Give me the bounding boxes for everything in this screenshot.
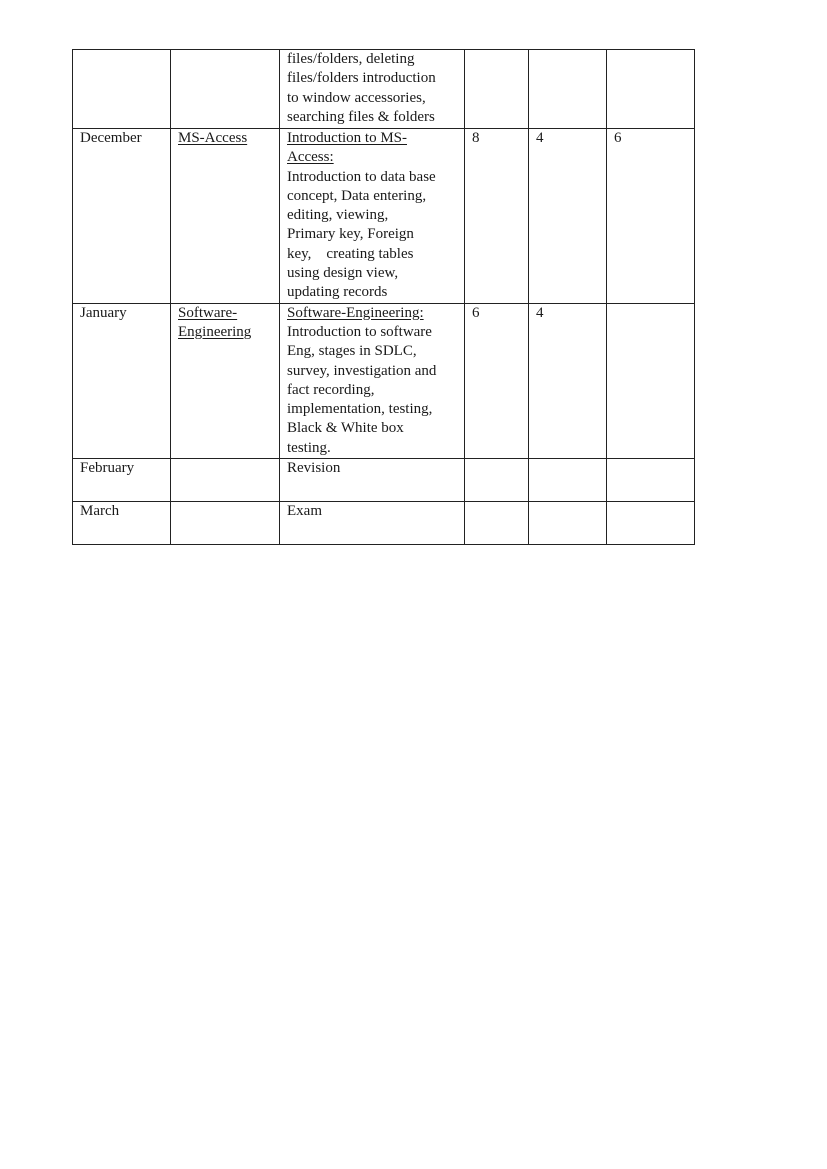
topic-heading: Introduction to MS- <box>287 130 407 146</box>
topic-heading: Access: <box>287 149 334 166</box>
month-cell <box>73 50 171 129</box>
count-cell: 6 <box>607 129 695 304</box>
subject-cell <box>171 459 280 502</box>
topic-line: updating records <box>287 284 388 301</box>
count-cell <box>465 459 529 502</box>
table-row <box>73 459 695 502</box>
count-cell: 4 <box>529 303 607 458</box>
topic-line: implementation, testing, <box>287 401 433 418</box>
subject-link: Software- <box>178 304 238 321</box>
topic-cell: Exam <box>280 502 465 545</box>
topic-line: Introduction to data base <box>287 168 436 185</box>
table-row <box>73 50 695 129</box>
table-row <box>73 303 695 458</box>
count-cell <box>607 459 695 502</box>
subject-link: MS-Access <box>178 130 248 146</box>
topic-line: files/folders, deleting <box>287 51 415 67</box>
count-cell <box>465 50 529 129</box>
topic-line: Black & White box <box>287 420 404 437</box>
syllabus-table <box>72 49 695 545</box>
topic-cell: Revision <box>280 459 465 502</box>
topic-heading: Software-Engineering: <box>287 304 424 321</box>
count-cell: 8 <box>465 129 529 304</box>
topic-line: survey, investigation and <box>287 362 437 379</box>
topic-line: searching files & folders <box>287 108 435 125</box>
topic-line: Eng, stages in SDLC, <box>287 343 417 360</box>
topic-line: Introduction to software <box>287 323 432 340</box>
month-cell: December <box>73 129 171 304</box>
subject-cell <box>171 50 280 129</box>
count-cell <box>465 502 529 545</box>
count-cell <box>529 459 607 502</box>
topic-line: fact recording, <box>287 381 375 398</box>
subject-cell <box>171 303 280 458</box>
count-cell <box>529 502 607 545</box>
month-cell: February <box>73 459 171 502</box>
topic-line: Primary key, Foreign <box>287 226 414 243</box>
topic-line: editing, viewing, <box>287 207 389 224</box>
topic-cell <box>280 303 465 458</box>
topic-cell <box>280 129 465 304</box>
table-row <box>73 129 695 304</box>
table-row <box>73 502 695 545</box>
month-cell: January <box>73 303 171 458</box>
topic-line: testing. <box>287 439 331 456</box>
subject-cell <box>171 129 280 304</box>
topic-line: files/folders introduction <box>287 70 436 87</box>
count-cell <box>607 50 695 129</box>
month-cell: March <box>73 502 171 545</box>
count-cell <box>607 303 695 458</box>
topic-line: to window accessories, <box>287 89 426 106</box>
count-cell <box>529 50 607 129</box>
count-cell: 4 <box>529 129 607 304</box>
topic-line: concept, Data entering, <box>287 187 427 204</box>
count-cell <box>607 502 695 545</box>
topic-line: key, creating tables <box>287 245 414 262</box>
count-cell: 6 <box>465 303 529 458</box>
subject-cell <box>171 502 280 545</box>
subject-link: Engineering <box>178 323 252 340</box>
topic-line: using design view, <box>287 265 399 282</box>
topic-cell <box>280 50 465 129</box>
